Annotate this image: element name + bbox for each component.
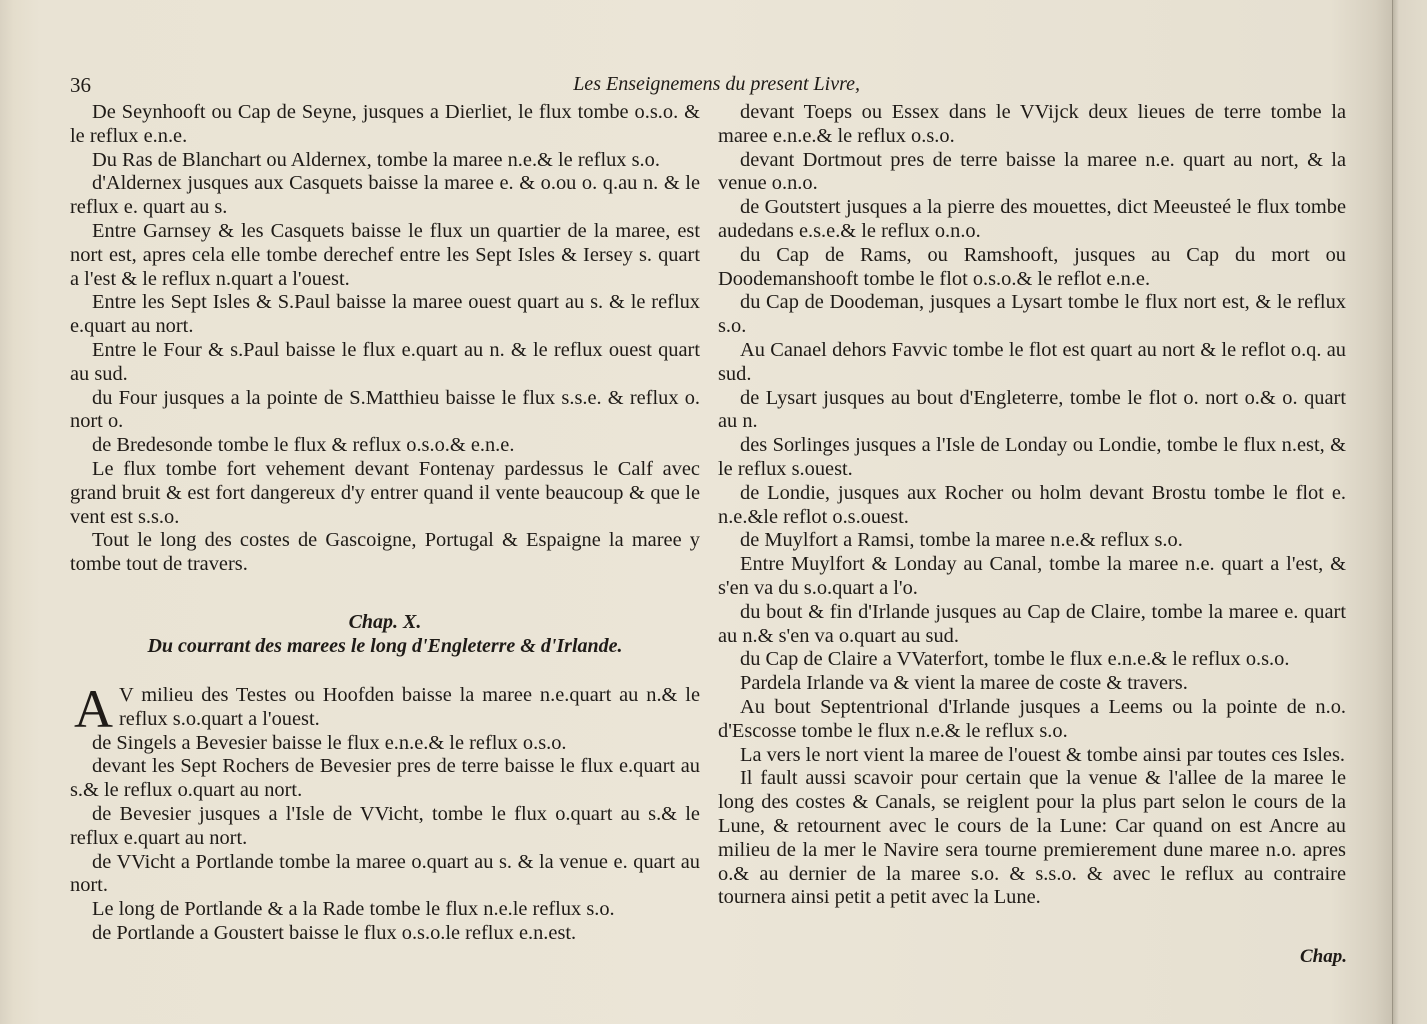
right-column <box>718 101 1346 910</box>
chapter-title: Du courrant des marees le long d'Engleterre & d'Irlande. <box>147 634 623 657</box>
paragraph: Entre Muylfort & Londay au Canal, tombe la maree n.e. quart a l'est, & s'en va du s.o.quart a l'o. <box>718 553 1346 599</box>
paragraph: de Lysart jusques au bout d'Engleterre, tombe le flot o. nort o.& o. quart au n. <box>718 386 1346 433</box>
paragraph: Le flux tombe fort vehement devant Fontenay pardessus le Calf avec grand bruit & est fort dangereux d'y entrer quand il vente beaucoup & que le vent est s.s.o. <box>70 457 700 528</box>
running-head <box>70 73 860 103</box>
facing-page-edge <box>1392 0 1427 1024</box>
paragraph: La vers le nort vient la maree de l'ouest & tombe ainsi par toutes ces Isles. <box>740 743 1346 766</box>
paragraph: du Four jusques a la pointe de S.Matthieu baisse le flux s.s.e. & reflux o. nort o. <box>70 386 700 433</box>
paragraph: Le long de Portlande & a la Rade tombe le flux n.e.le reflux s.o. <box>92 898 615 921</box>
catchword: Chap. <box>1300 946 1347 967</box>
paragraph: de Muylfort a Ramsi, tombe la maree n.e.& reflux s.o. <box>740 529 1183 552</box>
paragraph: du Cap de Doodeman, jusques a Lysart tombe le flux nort est, & le reflux s.o. <box>718 291 1346 338</box>
paragraph: du bout & fin d'Irlande jusques au Cap de Claire, tombe la maree e. quart au n.& s'en va o.quart au sud. <box>718 600 1346 647</box>
opening-text: V milieu des Testes ou Hoofden baisse la maree n.e.quart au n.& le reflux s.o.quart a l'ouest. <box>119 683 700 730</box>
paragraph: d'Aldernex jusques aux Casquets baisse la maree e. & o.ou o. q.au n. & le reflux e. quart au s. <box>70 172 700 219</box>
paragraph: devant les Sept Rochers de Bevesier pres de terre baisse le flux e.quart au s.& le reflux o.quart au nort. <box>70 755 700 802</box>
paragraph: de VVicht a Portlande tombe la maree o.quart au s. & la venue e. quart au nort. <box>70 850 700 897</box>
paragraph: de Goutstert jusques a la pierre des mouettes, dict Meeusteé le flux tombe audedans e.s.e.& le reflux o.n.o. <box>718 196 1346 242</box>
paragraph: De Seynhooft ou Cap de Seyne, jusques a Dierliet, le flux tombe o.s.o. & le reflux e.n.e. <box>70 101 700 147</box>
running-title: Les Enseignemens du present Livre, <box>573 73 860 95</box>
paragraph: des Sorlinges jusques a l'Isle de Londay ou Londie, tombe le flux n.est, & le reflux s.ouest. <box>718 434 1346 480</box>
paragraph: Entre le Four & s.Paul baisse le flux e.quart au n. & le reflux ouest quart au sud. <box>70 338 700 385</box>
drop-cap: A <box>74 678 113 739</box>
chapter-opening-paragraph <box>70 678 700 739</box>
paragraph: du Cap de Claire a VVaterfort, tombe le flux e.n.e.& le reflux o.s.o. <box>740 648 1290 671</box>
paragraph: de Bredesonde tombe le flux & reflux o.s.o.& e.n.e. <box>92 434 515 457</box>
left-column <box>70 101 700 946</box>
paragraph: Au Canael dehors Favvic tombe le flot est quart au nort & le reflot o.q. au sud. <box>718 338 1346 385</box>
paragraph: Pardela Irlande va & vient la maree de coste & travers. <box>740 672 1188 695</box>
paragraph: Au bout Septentrional d'Irlande jusques a Leems ou la pointe de n.o. d'Escosse tombe le flux n.e.& le reflux s.o. <box>718 695 1346 742</box>
paragraph: de Portlande a Goustert baisse le flux o.s.o.le reflux e.n.est. <box>92 921 577 944</box>
paragraph: Entre les Sept Isles & S.Paul baisse la maree ouest quart au s. & le reflux e.quart au nort. <box>70 291 700 338</box>
paragraph: devant Toeps ou Essex dans le VVijck deux lieues de terre tombe la maree e.n.e.& le reflux o.s.o. <box>718 101 1346 147</box>
paragraph: de Londie, jusques aux Rocher ou holm devant Brostu tombe le flot e. n.e.&le reflot o.s.ouest. <box>718 481 1346 528</box>
paragraph: du Cap de Rams, ou Ramshooft, jusques au Cap du mort ou Doodemanshooft tombe le flot o.s.o.& le reflot e.n.e. <box>718 243 1346 290</box>
paragraph: de Bevesier jusques a l'Isle de VVicht, tombe le flux o.quart au s.& le reflux e.quart au nort. <box>70 802 700 849</box>
paragraph: Tout le long des costes de Gascoigne, Portugal & Espaigne la maree y tombe tout de travers. <box>70 529 700 576</box>
paragraph: de Singels a Bevesier baisse le flux e.n.e.& le reflux o.s.o. <box>92 731 567 754</box>
chapter-label: Chap. X. <box>348 610 422 633</box>
page-number: 36 <box>70 73 91 97</box>
paragraph: Du Ras de Blanchart ou Aldernex, tombe la maree n.e.& le reflux s.o. <box>92 148 660 171</box>
paragraph: Entre Garnsey & les Casquets baisse le flux un quartier de la maree, est nort est, apres cela elle tombe derechef entre les Sept Isles & Iersey s. quart a l'est & le reflux n.quart a l'ouest. <box>70 219 700 290</box>
paragraph: devant Dortmout pres de terre baisse la maree n.e. quart au nort, & la venue o.n.o. <box>718 148 1346 195</box>
paragraph: Il fault aussi scavoir pour certain que la venue & l'allee de la maree le long des costes & Canals, se reiglent pour la plus part selon le cours de la Lune, & retournent avec le cours de la Lune: Car quand on est Ancre au milieu de la mer le Navire sera tourne premierement dune maree n.o. apres o.& au dernier de la maree s.o. & s.s.o. & avec le reflux au contraire tournera ainsi petit a petit avec la Lune. <box>718 767 1346 909</box>
